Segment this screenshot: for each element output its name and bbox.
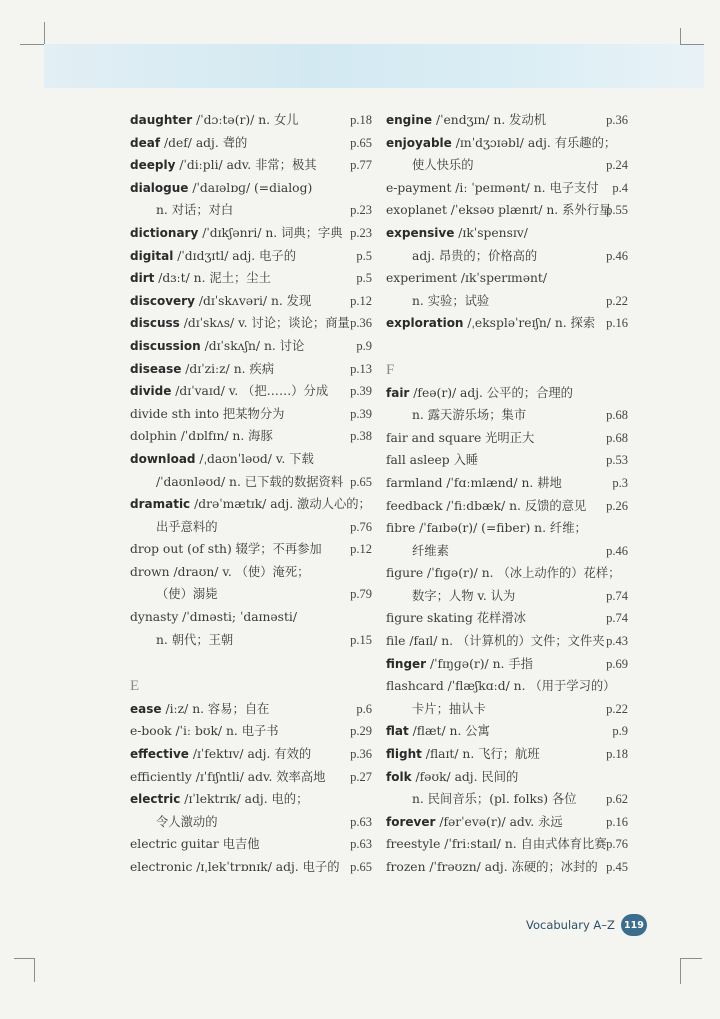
definition: /ɪˈlektrɪk/ adj. 电的； — [180, 792, 309, 807]
page-reference: p.63 — [350, 814, 372, 829]
entry-text: 使人快乐的 — [412, 158, 474, 173]
entry-continuation — [386, 154, 628, 177]
vocabulary-entry — [130, 109, 372, 132]
page-reference: p.79 — [350, 587, 372, 602]
spacer — [386, 335, 628, 358]
entry-text: 卡片；抽认卡 — [412, 701, 486, 716]
entry-text: electric guitar 电吉他 — [130, 837, 260, 852]
section-label: Vocabulary A–Z — [526, 918, 615, 932]
headword: finger — [386, 656, 427, 671]
headword: flight — [386, 747, 422, 762]
entry-text: n. 露天游乐场；集市 — [412, 408, 527, 423]
entry-text — [130, 177, 312, 200]
definition: /iːz/ n. 容易；自在 — [161, 701, 270, 716]
page-reference: p.69 — [606, 656, 628, 671]
definition: /dɜːt/ n. 泥土；尘土 — [154, 271, 271, 286]
vocabulary-column-right — [386, 109, 628, 879]
entry-text: 出乎意料的 — [156, 519, 218, 534]
page-reference: p.55 — [606, 203, 628, 218]
entry-text: freestyle /ˈfriːstaɪl/ n. 自由式体育比赛 — [386, 837, 607, 852]
definition: /dɪˈskʌs/ v. 讨论；谈论；商量 — [179, 316, 350, 331]
definition: /dɪˈvaɪd/ v. （把……）分成 — [171, 384, 329, 399]
page-number-badge: 119 — [621, 914, 647, 936]
entry-text: e-payment /iː ˈpeɪmənt/ n. 电子支付 — [386, 180, 599, 195]
vocabulary-entry — [130, 403, 372, 426]
page-reference: p.68 — [606, 430, 628, 445]
crop-mark-br-v — [680, 958, 681, 984]
headword: dictionary — [130, 225, 199, 240]
vocabulary-entry — [386, 132, 628, 155]
headword: daughter — [130, 113, 193, 127]
vocabulary-entry — [386, 675, 628, 698]
definition: /fərˈevə(r)/ adv. 永远 — [435, 814, 563, 829]
entry-text: fair and square 光明正大 — [386, 430, 535, 445]
definition: /def/ adj. 聋的 — [160, 135, 248, 150]
vocabulary-entry — [386, 449, 628, 472]
vocabulary-entry — [386, 833, 628, 856]
vocabulary-column-left — [130, 109, 372, 879]
vocabulary-entry — [130, 606, 372, 629]
vocabulary-entry — [130, 698, 372, 721]
crop-mark-br-h — [680, 958, 702, 959]
entry-text: n. 实验；试验 — [412, 293, 490, 308]
entry-text — [130, 222, 343, 245]
page-reference: p.9 — [612, 724, 628, 739]
vocabulary-entry — [130, 245, 372, 268]
vocabulary-entry — [130, 561, 372, 584]
vocabulary-entry — [386, 199, 628, 222]
vocabulary-entry — [386, 766, 628, 789]
page-reference: p.46 — [606, 543, 628, 558]
page-reference: p.36 — [606, 113, 628, 127]
entry-text — [130, 132, 247, 155]
entry-continuation — [386, 245, 628, 268]
crop-mark-bl-v — [34, 958, 35, 982]
page-reference: p.65 — [350, 860, 372, 874]
entry-text: （使）溺毙 — [156, 587, 218, 602]
entry-text — [130, 312, 350, 335]
entry-text: frozen /ˈfrəʊzn/ adj. 冻硬的；冰封的 — [386, 860, 598, 874]
crop-mark-tl-h — [20, 44, 44, 45]
vocabulary-entry — [386, 856, 628, 879]
headword: digital — [130, 248, 174, 263]
entry-text — [130, 290, 311, 313]
vocabulary-entry — [386, 267, 628, 290]
entry-text: exoplanet /ˈeksəʊ plænɪt/ n. 系外行星 — [386, 203, 612, 218]
entry-text: dynasty /ˈdɪnəsti; ˈdaɪnəsti/ — [130, 610, 297, 625]
page-reference: p.38 — [350, 429, 372, 444]
entry-text — [386, 312, 595, 335]
headword: download — [130, 451, 196, 466]
entry-text — [386, 743, 540, 766]
definition: /dɪˈskʌvəri/ n. 发现 — [194, 293, 312, 308]
entry-text — [386, 720, 490, 743]
vocabulary-entry — [386, 630, 628, 653]
entry-continuation — [386, 698, 628, 721]
page-reference: p.76 — [350, 519, 372, 534]
vocabulary-entry — [130, 788, 372, 811]
entry-continuation — [386, 585, 628, 608]
entry-text: file /faɪl/ n. （计算机的）文件；文件夹 — [386, 634, 605, 649]
page-reference: p.18 — [350, 113, 372, 127]
entry-continuation — [130, 471, 372, 494]
vocabulary-entry — [386, 177, 628, 200]
entry-text — [130, 154, 317, 177]
entry-text — [386, 766, 518, 789]
page-reference: p.74 — [606, 611, 628, 626]
entry-text — [130, 335, 304, 358]
vocabulary-entry — [130, 267, 372, 290]
page-reference: p.36 — [350, 316, 372, 331]
vocabulary-entry — [130, 177, 372, 200]
headword: discuss — [130, 316, 180, 331]
vocabulary-entry — [130, 154, 372, 177]
page-reference: p.65 — [350, 474, 372, 489]
definition: /flæt/ n. 公寓 — [408, 724, 490, 739]
entry-continuation — [130, 811, 372, 834]
headword: effective — [130, 747, 189, 762]
entry-continuation — [386, 540, 628, 563]
page-reference: p.9 — [356, 338, 372, 353]
vocabulary-entry — [130, 720, 372, 743]
entry-text: e-book /ˈiː bʊk/ n. 电子书 — [130, 724, 279, 739]
headword: dialogue — [130, 180, 189, 195]
headword: divide — [130, 384, 172, 399]
entry-text — [386, 653, 533, 676]
entry-text: farmland /ˈfɑːmlænd/ n. 耕地 — [386, 475, 562, 490]
page-reference: p.3 — [612, 475, 628, 490]
headword: discovery — [130, 293, 195, 308]
page-reference: p.15 — [350, 632, 372, 647]
entry-text — [386, 222, 528, 245]
page-reference: p.12 — [350, 542, 372, 557]
headword: discussion — [130, 338, 201, 353]
definition: /drəˈmætɪk/ adj. 激动人心的； — [190, 497, 371, 512]
vocabulary-entry — [386, 109, 628, 132]
page-reference: p.74 — [606, 588, 628, 603]
definition: /ɪnˈdʒɔɪəbl/ adj. 有乐趣的； — [451, 135, 617, 150]
page-footer — [526, 914, 647, 936]
entry-text — [130, 448, 314, 471]
page-reference: p.39 — [350, 384, 372, 399]
vocabulary-entry — [130, 222, 372, 245]
entry-text: adj. 昂贵的；价格高的 — [412, 248, 538, 263]
headword: fair — [386, 385, 410, 400]
entry-text — [386, 811, 563, 834]
page-reference: p.63 — [350, 837, 372, 852]
page-reference: p.39 — [350, 406, 372, 421]
vocabulary-entry — [130, 448, 372, 471]
vocabulary-entry — [130, 538, 372, 561]
page-reference: p.23 — [350, 203, 372, 218]
vocabulary-entry — [386, 222, 628, 245]
headword: electric — [130, 792, 181, 807]
entry-continuation — [130, 199, 372, 222]
entry-text: figure /ˈfɪɡə(r)/ n. （冰上动作的）花样； — [386, 566, 621, 581]
page-reference: p.65 — [350, 135, 372, 150]
definition: /feə(r)/ adj. 公平的；合理的 — [409, 385, 573, 400]
crop-mark-bl-h — [14, 958, 34, 959]
vocabulary-entry — [386, 811, 628, 834]
entry-text: figure skating 花样滑冰 — [386, 611, 526, 626]
entry-text: fibre /ˈfaɪbə(r)/ (=fiber) n. 纤维； — [386, 521, 587, 536]
page-reference: p.4 — [612, 180, 628, 195]
page-reference: p.23 — [350, 225, 372, 240]
entry-text: efficiently /ɪˈfɪʃntli/ adv. 效率高地 — [130, 769, 326, 784]
entry-continuation — [130, 629, 372, 652]
definition: /flaɪt/ n. 飞行；航班 — [421, 747, 540, 762]
crop-mark-tl-v — [44, 22, 45, 44]
page-reference: p.13 — [350, 361, 372, 376]
headword: dirt — [130, 271, 155, 286]
entry-text: n. 民间音乐；(pl. folks) 各位 — [412, 792, 577, 807]
definition: /ˈdiːpli/ adv. 非常；极其 — [175, 158, 317, 173]
definition: /ɪˈfektɪv/ adj. 有效的 — [188, 747, 312, 762]
entry-text — [130, 788, 308, 811]
page-reference: p.45 — [606, 860, 628, 874]
headword: ease — [130, 701, 162, 716]
definition: /ˈdɪkʃənri/ n. 词典；字典 — [198, 225, 343, 240]
vocabulary-entry — [130, 312, 372, 335]
vocabulary-entry — [386, 517, 628, 540]
entry-continuation — [130, 583, 372, 606]
vocabulary-entry — [130, 425, 372, 448]
headword: enjoyable — [386, 135, 452, 150]
definition: /ˈfɪŋɡə(r)/ n. 手指 — [426, 656, 533, 671]
entry-text: n. 对话；对白 — [156, 203, 234, 218]
entry-continuation — [386, 290, 628, 313]
vocabulary-entry — [130, 833, 372, 856]
page-reference: p.16 — [606, 316, 628, 331]
page-reference: p.29 — [350, 724, 372, 739]
definition: /ˈdaɪəlɒɡ/ (=dialog) — [188, 180, 313, 195]
vocabulary-entry — [130, 358, 372, 381]
page-reference: p.24 — [606, 158, 628, 173]
headword: disease — [130, 361, 182, 376]
entry-text: n. 朝代；王朝 — [156, 632, 234, 647]
entry-continuation — [386, 404, 628, 427]
entry-text — [130, 358, 274, 381]
definition: /ˈdɔːtə(r)/ n. 女儿 — [192, 113, 299, 127]
vocabulary-entry — [386, 495, 628, 518]
vocabulary-entry — [130, 335, 372, 358]
section-letter-heading: E — [130, 677, 140, 694]
entry-text: electronic /ɪˌlekˈtrɒnɪk/ adj. 电子的 — [130, 860, 340, 874]
definition: /ˌekspləˈreɪʃn/ n. 探索 — [463, 316, 596, 331]
page-reference: p.36 — [350, 747, 372, 762]
entry-text — [130, 267, 271, 290]
vocabulary-entry — [130, 766, 372, 789]
entry-text — [130, 743, 311, 766]
definition: /fəʊk/ adj. 民间的 — [411, 769, 519, 784]
vocabulary-entry — [386, 427, 628, 450]
vocabulary-entry — [386, 607, 628, 630]
headword: forever — [386, 814, 436, 829]
page-reference: p.12 — [350, 293, 372, 308]
entry-text: 纤维素 — [412, 543, 449, 558]
crop-mark-tr-h — [680, 44, 704, 45]
entry-text: 令人激动的 — [156, 814, 218, 829]
crop-mark-tr-v — [680, 28, 681, 44]
vocabulary-entry — [386, 653, 628, 676]
page-reference: p.22 — [606, 293, 628, 308]
vocabulary-entry — [130, 290, 372, 313]
page-reference: p.27 — [350, 769, 372, 784]
entry-text: 数字；人物 v. 认为 — [412, 588, 516, 603]
entry-text — [130, 245, 296, 268]
entry-text: flashcard /ˈflæʃkɑːd/ n. （用于学习的） — [386, 679, 616, 694]
page-reference: p.53 — [606, 453, 628, 468]
spacer — [130, 651, 372, 674]
entry-text — [130, 380, 328, 403]
vocabulary-entry — [130, 132, 372, 155]
page-reference: p.68 — [606, 408, 628, 423]
page-reference: p.18 — [606, 747, 628, 762]
vocabulary-entry — [130, 493, 372, 516]
definition: /ˈdɪdʒɪtl/ adj. 电子的 — [173, 248, 296, 263]
entry-text: fall asleep 入睡 — [386, 453, 479, 468]
headword: deaf — [130, 135, 161, 150]
entry-text: experiment /ɪkˈsperɪmənt/ — [386, 271, 548, 286]
page-reference: p.16 — [606, 814, 628, 829]
page-reference: p.6 — [356, 701, 372, 716]
headword: deeply — [130, 158, 176, 173]
entry-text — [386, 382, 573, 405]
vocabulary-entry — [386, 562, 628, 585]
page-reference: p.22 — [606, 701, 628, 716]
vocabulary-entry — [130, 743, 372, 766]
page-reference: p.77 — [350, 158, 372, 173]
headword: folk — [386, 769, 412, 784]
vocabulary-entry — [386, 382, 628, 405]
definition: /ˈendʒɪn/ n. 发动机 — [432, 113, 547, 127]
entry-continuation — [130, 516, 372, 539]
entry-text — [130, 109, 299, 132]
entry-text: feedback /ˈfiːdbæk/ n. 反馈的意见 — [386, 498, 587, 513]
definition: /dɪˈskʌʃn/ n. 讨论 — [200, 338, 305, 353]
page-reference: p.5 — [356, 248, 372, 263]
entry-text — [130, 698, 269, 721]
entry-text: drop out (of sth) 辍学；不再参加 — [130, 542, 322, 557]
section-letter-heading: F — [386, 361, 395, 378]
headword: engine — [386, 113, 433, 127]
vocabulary-entry — [386, 743, 628, 766]
page-reference: p.46 — [606, 248, 628, 263]
page-reference: p.76 — [606, 837, 628, 852]
vocabulary-entry — [130, 856, 372, 879]
entry-text: dolphin /ˈdɒlfɪn/ n. 海豚 — [130, 429, 273, 444]
entry-continuation — [386, 788, 628, 811]
entry-text — [386, 132, 616, 155]
top-color-band — [44, 44, 704, 88]
entry-text — [386, 109, 546, 132]
page-reference: p.5 — [356, 271, 372, 286]
entry-text: drown /draʊn/ v. （使）淹死； — [130, 564, 310, 579]
page-reference: p.62 — [606, 792, 628, 807]
headword: exploration — [386, 316, 464, 331]
headword: flat — [386, 724, 409, 739]
headword: dramatic — [130, 497, 191, 512]
vocabulary-entry — [386, 720, 628, 743]
definition: /ˌdaʊnˈləʊd/ v. 下载 — [195, 451, 314, 466]
page-reference: p.26 — [606, 498, 628, 513]
entry-text — [130, 493, 371, 516]
page-reference: p.43 — [606, 634, 628, 649]
vocabulary-entry — [130, 380, 372, 403]
entry-text: divide sth into 把某物分为 — [130, 406, 285, 421]
definition: /dɪˈziːz/ n. 疾病 — [181, 361, 275, 376]
headword: expensive — [386, 225, 455, 240]
definition: /ɪkˈspensɪv/ — [454, 225, 528, 240]
entry-text: /ˈdaʊnləʊd/ n. 已下载的数据资料 — [156, 474, 344, 489]
vocabulary-entry — [386, 472, 628, 495]
vocabulary-entry — [386, 312, 628, 335]
